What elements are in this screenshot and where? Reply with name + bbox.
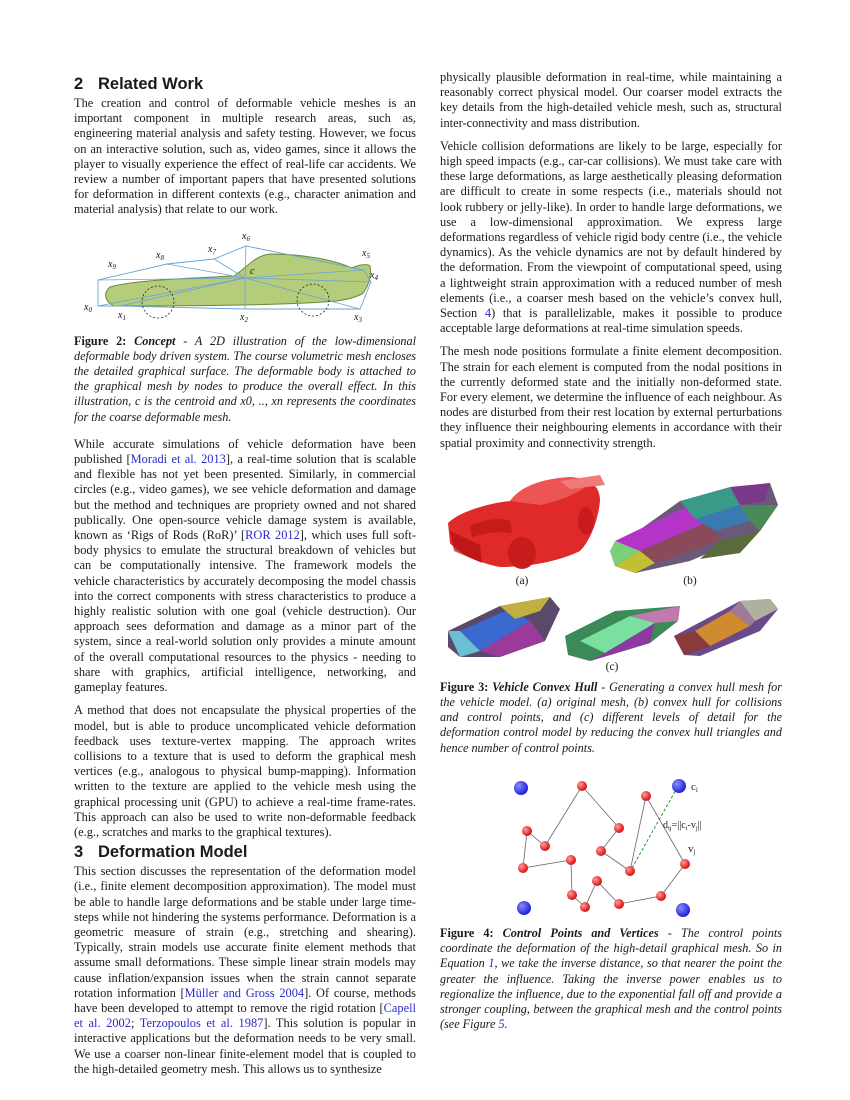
figure-5-link[interactable]: 5 (498, 1017, 505, 1032)
paragraph-texture-vertex-mapping: A method that does not encapsulate the physical properties of the model, but is able to produce uncomplicated vehicle deformation feedback uses texture-vertex mapping. The approach writes collisions to a texture that is used to deform the graphical mesh vertices (e.g., analogous to physical bump-mapping). Information written to the texture are applied to the vehicle mesh using the graphical processing unit (GPU) to achieve a real-time frame-rates. This approach can also be used to write non-deformable feedback (e.g., scratches and marks to the graphical textures). (74, 703, 416, 839)
figure-3-convex-hull (440, 471, 782, 676)
label-x3: $x_3$ (354, 311, 362, 324)
section-4-link[interactable]: 4 (484, 306, 492, 321)
figure-2-diagram (74, 226, 416, 330)
label-x9: $x_9$ (108, 258, 116, 271)
paragraph-vehicle-deformation-survey: While accurate simulations of vehicle deformation have been published [Moradi et al. 2013], a real-time solution that is scalable and flexible has not yet been presented. Similarly, in commercial circles (e.g., video games), we see vehicle deformation and damage but the method and techniques are propriety owned and not shared publically. One open-source vehicle damage system is available, known as ‘Rigs of Rods (RoR)’ [ROR 2012], which uses full soft-body physics to emulate the structural breakdown of vehicles but can be computationally intensive. The framework models the vehicle characteristics by accurately decomposing the model chassis into the correct components with stress characteristics to produce a highly realistic solution with one goal (vehicle destruction). Our approach sees deformation and damage as a minor part of the system, since a real-world solution only provides a minute amount of the overall computational resources to the physics - needing to share with graphics, artificial intelligence, networking, and gameplay features. (74, 436, 416, 695)
lod-hull-image-medium (565, 606, 680, 661)
label-x4: $x_4$ (370, 269, 378, 282)
figure-3-caption: Figure 3: Vehicle Convex Hull - Generating a convex hull mesh for the vehicle model. (a) original mesh, (b) convex hull for collisions and control points, and (c) different levels of detail for the deformation control model by reducing the convex hull triangles and hence number of control points. (440, 679, 783, 755)
figure-3-sublabel-a: (a) (515, 574, 529, 587)
convex-hull-image (610, 483, 778, 573)
left-column (74, 70, 416, 1085)
lod-hull-image-low (674, 599, 778, 656)
vertex-vj (680, 859, 690, 869)
paragraph-plausible-deformation: physically plausible deformation in real-time, while maintaining a reasonably correct physical model. Our coarser model extracts the key details from the high-detailed vehicle mesh, such as, structural inter-connectivity and mass distribution. (440, 70, 782, 130)
citation-terzopoulos-1987[interactable]: Terzopoulos et al. 1987 (139, 1016, 264, 1031)
section-heading-deformation-model: 3 Deformation Model (74, 843, 248, 862)
figure-2-concept (74, 226, 416, 330)
control-point (514, 781, 528, 795)
original-car-mesh-image (448, 475, 605, 569)
figure-4-caption: Figure 4: Control Points and Vertices - The control points coordinate the deformation of the high-detail graphical mesh. So in Equation 1, we take the inverse distance, so that nearer the point the greater the influence. Taking the inverse power enables us to regionalize the influence, due to the exponential fall off and provide a stronger coupling, between the graphical mesh and the control points (see Figure 5. (440, 925, 783, 1032)
figure-3-sublabel-c: (c) (605, 660, 619, 673)
paragraph-mesh-node-positions: The mesh node positions formulate a finite element decomposition. The strain for each element is computed from the nodal positions in the currently deformed state and the initially non-deformed state. For every element, we determine the influence of each neighbour. As nodes are disturbed from their rest location by external perturbations they influence their neighbouring elements in accordance with their spatial proximity and connectivity strength. (440, 344, 782, 450)
figure-3-images (440, 471, 782, 676)
lod-hull-image-high (448, 597, 560, 657)
right-column (440, 70, 782, 1044)
label-x6: $x_6$ (242, 230, 250, 243)
label-x2: $x_2$ (240, 311, 248, 324)
citation-ror-2012[interactable]: ROR 2012 (245, 528, 300, 543)
section-heading-related-work: 2 Related Work (74, 75, 204, 93)
equation-1-link[interactable]: 1 (488, 956, 495, 971)
label-vj: vj (688, 842, 696, 856)
citation-muller-gross-2004[interactable]: Müller and Gross 2004 (184, 985, 305, 1000)
figure-2-caption: Figure 2: Concept - A 2D illustration of the low-dimensional deformable body driven system. The course volumetric mesh encloses the detailed graphical surface. The deformable body is attached to the graphical mesh by nodes to produce the overall effect. In this illustration, c is the centroid and x0, .., xn represents the coordinates for the coarse deformable mesh. (74, 333, 416, 424)
control-point (676, 903, 690, 917)
label-x8: $x_8$ (156, 249, 164, 262)
car-silhouette (106, 254, 371, 306)
label-x0: $x_0$ (84, 301, 92, 314)
figure-4-diagram (500, 768, 740, 918)
citation-capell-2002[interactable]: Capell et al. 2002 (74, 1000, 416, 1031)
label-x5: $x_5$ (362, 247, 370, 260)
mesh-vertices (518, 781, 690, 912)
control-point (517, 901, 531, 915)
figure-3-sublabel-b: (b) (683, 574, 697, 587)
paragraph-collision-deformations: Vehicle collision deformations are likely to be large, especially for high speed impacts (e.g., car-car collisions). We must take care with these large deformations, as large aesthetically pleasing deformation are difficult to create in some respects (i.e., materials should not look rubbery or jelly-like). In order to handle large deformations, we use a low-dimensional approximation. We express large deformations regardless of vehicle rigid body centre (i.e., the vehicle dynamics). As the vehicle dynamics are not by default hindered by the deformation. From the viewpoint of computational speed, using a lightweight strain approximation with a reduced number of mesh elements (i.e., a coarser mesh based on the vehicle’s convex hull, Section 4) that is parallelizable, makes it possible to produce acceptable large deformations at real-time simulation speeds. (440, 138, 783, 336)
paragraph-deformation-model: This section discusses the representation of the deformation model (i.e., finite element decomposition approximation). The model must be able to handle large deformations and be stable under large time-steps while not hindering the systems performance. Deformation is a geometric measure of strain (e.g., stretching and shearing). Typically, strain models use accurate finite element methods that assume small deformations. These simple linear strain models may cause inflation/expansion issues when the strain cannot separate rotation information [Müller and Gross 2004]. Of course, methods have been developed to attempt to remove the rigid rotation [Capell et al. 2002; Terzopoulos et al. 1987]. This solution is popular in interactive applications but the deformation needs to be very small. We use a coarser non-linear finite-element model that is coupled to the high-detailed geometry mesh. This allows us to synthesize (74, 864, 417, 1076)
paragraph-related-work-intro: The creation and control of deformable vehicle meshes is an important component in multiple research areas, such as, engineering material analysis and safety testing. However, we focus on an interactive solution, such as, video games, since it allows the player to visually experience the effect of real-life car accidents. We review a number of important papers that have presented solutions for deformation in different contexts (e.g., character animation and material analysis) that relate to our work. (74, 96, 416, 217)
label-ci: ci (691, 780, 698, 794)
label-x1: $x_1$ (118, 309, 126, 322)
label-centroid: c (250, 265, 255, 277)
label-x7: $x_7$ (208, 243, 216, 256)
citation-moradi-2013[interactable]: Moradi et al. 2013 (130, 452, 226, 467)
figure-4-control-points (500, 768, 740, 918)
control-point-ci (672, 779, 686, 793)
label-dij: $d_{ij}=||c_i-v_j||$ (663, 819, 702, 832)
